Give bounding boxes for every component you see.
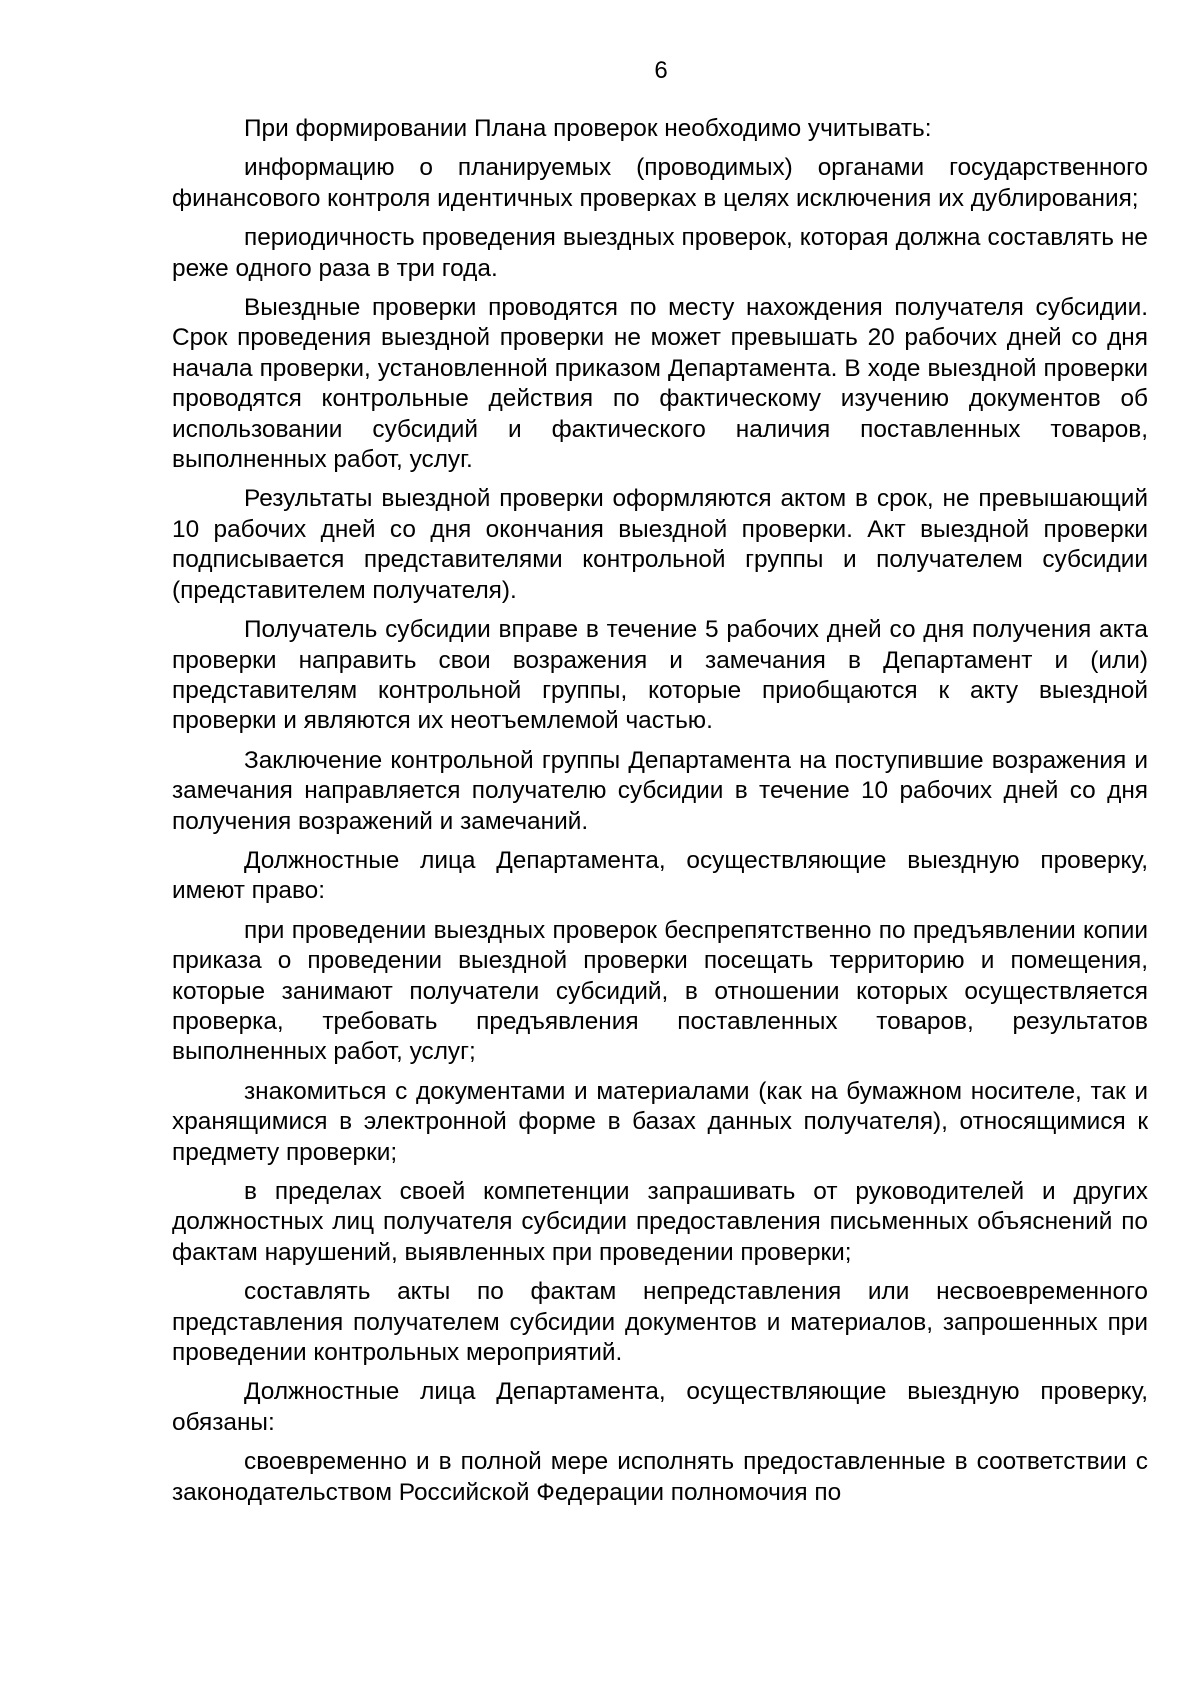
paragraph: Должностные лица Департамента, осуществляющие выездную проверку, обязаны: (172, 1378, 1148, 1436)
paragraph: При формировании Плана проверок необходимо учитывать: (244, 115, 932, 142)
paragraph: Результаты выездной проверки оформляются актом в срок, не превышающий 10 рабочих дней со дня окончания выездной проверки. Акт выездной проверки подписывается представителями контрольной группы и получателем субсидии (представителем получателя). (172, 485, 1148, 604)
paragraph: своевременно и в полной мере исполнять предоставленные в соответствии с законодательством Российской Федерации полномочия по (172, 1448, 1148, 1506)
page-number: 6 (654, 57, 668, 84)
paragraph: Заключение контрольной группы Департамента на поступившие возражения и замечания направляется получателю субсидии в течение 10 рабочих дней со дня получения возражений и замечаний. (172, 746, 1148, 835)
paragraph: в пределах своей компетенции запрашивать от руководителей и других должностных лиц получателя субсидии предоставления письменных объяснений по фактам нарушений, выявленных при проведении проверки; (172, 1178, 1148, 1266)
paragraph: Выездные проверки проводятся по месту нахождения получателя субсидии. Срок проведения выездной проверки не может превышать 20 рабочих дней со дня начала проверки, установленной приказом Департамента. В ходе выездной проверки проводятся контрольные действия по фактическому изучению документов об использовании субсидий и фактического наличия поставленных товаров, выполненных работ, услуг. (172, 294, 1148, 474)
paragraph: при проведении выездных проверок беспрепятственно по предъявлении копии приказа о проведении выездной проверки посещать территорию и помещения, которые занимают получатели субсидий, в отношении которых осуществляется проверка, требовать предъявления поставленных товаров, результатов выполненных работ, услуг; (172, 916, 1148, 1066)
document-body (172, 114, 1148, 1517)
paragraph: Должностные лица Департамента, осуществляющие выездную проверку, имеют право: (172, 846, 1148, 905)
paragraph: информацию о планируемых (проводимых) органами государственного финансового контроля идентичных проверках в целях исключения их дублирования; (172, 154, 1148, 212)
paragraph: знакомиться с документами и материалами (как на бумажном носителе, так и хранящимися в электронной форме в базах данных получателя), относящимися к предмету проверки; (172, 1077, 1148, 1166)
paragraph: периодичность проведения выездных проверок, которая должна составлять не реже одного раза в три года. (172, 224, 1148, 282)
paragraph: составлять акты по фактам непредставления или несвоевременного представления получателем субсидии документов и материалов, запрошенных при проведении контрольных мероприятий. (172, 1278, 1148, 1367)
paragraph: Получатель субсидии вправе в течение 5 рабочих дней со дня получения акта проверки направить свои возражения и замечания в Департамент и (или) представителям контрольной группы, которые приобщаются к акту выездной проверки и являются их неотъемлемой частью. (172, 616, 1148, 735)
